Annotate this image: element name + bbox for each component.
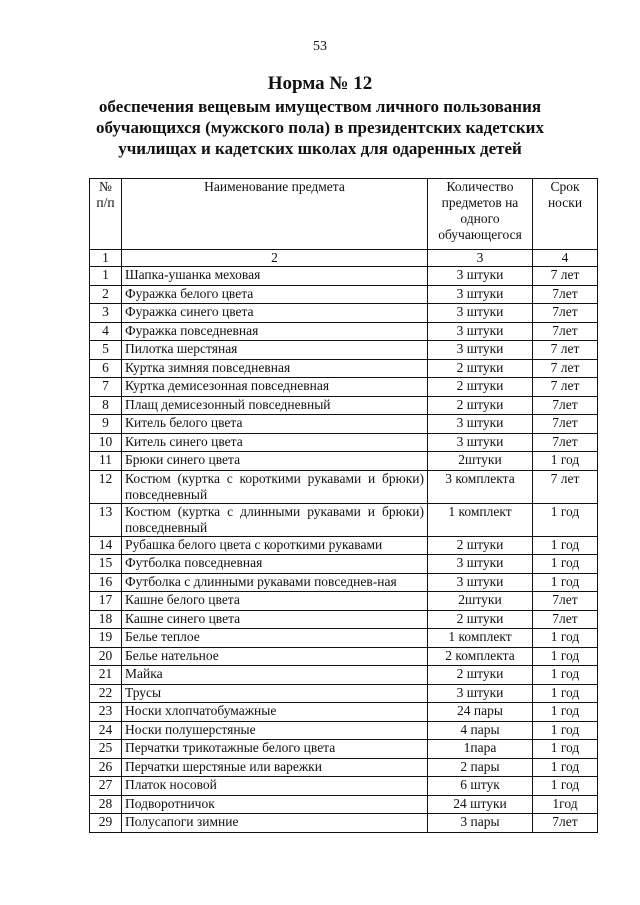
row-number: 25: [90, 740, 122, 759]
document-subtitle-line: обучающихся (мужского пола) в президентских кадетских: [96, 118, 544, 137]
item-wear-term: 7 лет: [533, 378, 598, 397]
table-row: [90, 396, 598, 415]
table-row: [90, 267, 598, 286]
table-row: [90, 452, 598, 471]
document-heading: [60, 72, 580, 159]
item-wear-term: 7лет: [533, 304, 598, 323]
item-wear-term: 1 год: [533, 758, 598, 777]
header-term: Срок носки: [533, 179, 598, 250]
item-wear-term: 1 год: [533, 740, 598, 759]
item-name: Полусапоги зимние: [122, 814, 428, 833]
row-number: 21: [90, 666, 122, 685]
row-number: 3: [90, 304, 122, 323]
item-quantity: 3 штуки: [428, 433, 533, 452]
item-name: Кашне белого цвета: [122, 592, 428, 611]
row-number: 14: [90, 536, 122, 555]
item-name: Куртка зимняя повседневная: [122, 359, 428, 378]
item-quantity: 2 пары: [428, 758, 533, 777]
column-number-row: [90, 250, 598, 267]
item-name: Носки хлопчатобумажные: [122, 703, 428, 722]
row-number: 2: [90, 285, 122, 304]
norm-table: [89, 178, 598, 833]
item-name: Майка: [122, 666, 428, 685]
item-wear-term: 1 год: [533, 555, 598, 574]
table-row: [90, 814, 598, 833]
item-wear-term: 7 лет: [533, 267, 598, 286]
item-wear-term: 7 лет: [533, 359, 598, 378]
item-wear-term: 1 год: [533, 721, 598, 740]
item-name: Костюм (куртка с короткими рукавами и брюки) повседневный: [122, 470, 428, 503]
item-wear-term: 7лет: [533, 415, 598, 434]
row-number: 27: [90, 777, 122, 796]
norm-table-header: [90, 179, 598, 267]
item-name: Пилотка шерстяная: [122, 341, 428, 360]
item-name: Трусы: [122, 684, 428, 703]
row-number: 5: [90, 341, 122, 360]
item-name: Фуражка белого цвета: [122, 285, 428, 304]
item-quantity: 2 штуки: [428, 666, 533, 685]
item-quantity: 24 штуки: [428, 795, 533, 814]
item-quantity: 3 пары: [428, 814, 533, 833]
item-quantity: 6 штук: [428, 777, 533, 796]
document-title: Норма № 12: [267, 73, 373, 94]
row-number: 26: [90, 758, 122, 777]
item-wear-term: 1 год: [533, 684, 598, 703]
row-number: 22: [90, 684, 122, 703]
row-number: 8: [90, 396, 122, 415]
column-number: 3: [428, 250, 533, 267]
item-name: Кашне синего цвета: [122, 610, 428, 629]
item-quantity: 2 штуки: [428, 359, 533, 378]
row-number: 29: [90, 814, 122, 833]
item-quantity: 3 штуки: [428, 555, 533, 574]
item-wear-term: 7лет: [533, 322, 598, 341]
item-wear-term: 1 год: [533, 647, 598, 666]
row-number: 1: [90, 267, 122, 286]
table-row: [90, 378, 598, 397]
page-number: 53: [313, 39, 327, 54]
column-number: 1: [90, 250, 122, 267]
document-subtitle-line: училищах и кадетских школах для одаренных детей: [118, 139, 522, 158]
row-number: 15: [90, 555, 122, 574]
row-number: 9: [90, 415, 122, 434]
row-number: 18: [90, 610, 122, 629]
table-row: [90, 795, 598, 814]
table-row: [90, 629, 598, 648]
row-number: 19: [90, 629, 122, 648]
item-quantity: 24 пары: [428, 703, 533, 722]
table-row: [90, 322, 598, 341]
item-name: Белье нательное: [122, 647, 428, 666]
item-name: Платок носовой: [122, 777, 428, 796]
item-quantity: 2штуки: [428, 452, 533, 471]
item-quantity: 3 штуки: [428, 684, 533, 703]
document-subtitle-line: обеспечения вещевым имуществом личного пользования: [98, 97, 542, 116]
row-number: 20: [90, 647, 122, 666]
item-name: Китель синего цвета: [122, 433, 428, 452]
table-row: [90, 573, 598, 592]
item-quantity: 2штуки: [428, 592, 533, 611]
item-name: Брюки синего цвета: [122, 452, 428, 471]
row-number: 10: [90, 433, 122, 452]
table-row: [90, 433, 598, 452]
item-quantity: 3 штуки: [428, 304, 533, 323]
item-name: Плащ демисезонный повседневный: [122, 396, 428, 415]
column-number: 4: [533, 250, 598, 267]
item-wear-term: 7лет: [533, 396, 598, 415]
item-name: Фуражка синего цвета: [122, 304, 428, 323]
table-row: [90, 415, 598, 434]
item-quantity: 1 комплект: [428, 503, 533, 536]
row-number: 12: [90, 470, 122, 503]
item-quantity: 2 комплекта: [428, 647, 533, 666]
item-quantity: 3 штуки: [428, 415, 533, 434]
item-name: Подворотничок: [122, 795, 428, 814]
item-wear-term: 1 год: [533, 777, 598, 796]
item-quantity: 3 штуки: [428, 573, 533, 592]
table-row: [90, 555, 598, 574]
item-name: Фуражка повседневная: [122, 322, 428, 341]
table-row: [90, 758, 598, 777]
item-quantity: 2 штуки: [428, 610, 533, 629]
item-name: Шапка-ушанка меховая: [122, 267, 428, 286]
table-row: [90, 536, 598, 555]
item-wear-term: 7лет: [533, 433, 598, 452]
row-number: 6: [90, 359, 122, 378]
table-row: [90, 721, 598, 740]
item-wear-term: 1 год: [533, 666, 598, 685]
table-row: [90, 359, 598, 378]
item-quantity: 3 комплекта: [428, 470, 533, 503]
row-number: 24: [90, 721, 122, 740]
item-wear-term: 7 лет: [533, 470, 598, 503]
item-wear-term: 1год: [533, 795, 598, 814]
item-name: Куртка демисезонная повседневная: [122, 378, 428, 397]
row-number: 23: [90, 703, 122, 722]
item-name: Перчатки шерстяные или варежки: [122, 758, 428, 777]
item-wear-term: 7лет: [533, 592, 598, 611]
row-number: 13: [90, 503, 122, 536]
norm-table-body: [90, 267, 598, 833]
item-wear-term: 7лет: [533, 814, 598, 833]
item-quantity: 2 штуки: [428, 378, 533, 397]
item-quantity: 1пара: [428, 740, 533, 759]
row-number: 16: [90, 573, 122, 592]
item-quantity: 3 штуки: [428, 341, 533, 360]
item-quantity: 2 штуки: [428, 536, 533, 555]
table-row: [90, 610, 598, 629]
header-quantity: Количество предметов на одного обучающегося: [428, 179, 533, 250]
item-name: Костюм (куртка с длинными рукавами и брюки) повседневный: [122, 503, 428, 536]
item-name: Китель белого цвета: [122, 415, 428, 434]
item-quantity: 1 комплект: [428, 629, 533, 648]
item-wear-term: 7лет: [533, 285, 598, 304]
item-quantity: 2 штуки: [428, 396, 533, 415]
item-wear-term: 7лет: [533, 610, 598, 629]
table-row: [90, 647, 598, 666]
item-wear-term: 7 лет: [533, 341, 598, 360]
header-num: № п/п: [90, 179, 122, 250]
table-row: [90, 470, 598, 503]
table-row: [90, 703, 598, 722]
row-number: 11: [90, 452, 122, 471]
item-wear-term: 1 год: [533, 503, 598, 536]
item-wear-term: 1 год: [533, 452, 598, 471]
table-row: [90, 503, 598, 536]
item-name: Рубашка белого цвета с короткими рукавами: [122, 536, 428, 555]
row-number: 28: [90, 795, 122, 814]
item-quantity: 3 штуки: [428, 267, 533, 286]
item-quantity: 3 штуки: [428, 322, 533, 341]
header-name: Наименование предмета: [122, 179, 428, 250]
item-name: Футболка повседневная: [122, 555, 428, 574]
item-wear-term: 1 год: [533, 703, 598, 722]
table-row: [90, 740, 598, 759]
table-row: [90, 777, 598, 796]
row-number: 17: [90, 592, 122, 611]
column-number: 2: [122, 250, 428, 267]
item-quantity: 4 пары: [428, 721, 533, 740]
row-number: 7: [90, 378, 122, 397]
item-wear-term: 1 год: [533, 536, 598, 555]
table-row: [90, 304, 598, 323]
table-row: [90, 684, 598, 703]
item-quantity: 3 штуки: [428, 285, 533, 304]
item-name: Белье теплое: [122, 629, 428, 648]
item-wear-term: 1 год: [533, 573, 598, 592]
table-row: [90, 666, 598, 685]
table-row: [90, 592, 598, 611]
item-wear-term: 1 год: [533, 629, 598, 648]
table-row: [90, 341, 598, 360]
item-name: Футболка с длинными рукавами повседнев-ная: [122, 573, 428, 592]
table-row: [90, 285, 598, 304]
row-number: 4: [90, 322, 122, 341]
item-name: Перчатки трикотажные белого цвета: [122, 740, 428, 759]
item-name: Носки полушерстяные: [122, 721, 428, 740]
